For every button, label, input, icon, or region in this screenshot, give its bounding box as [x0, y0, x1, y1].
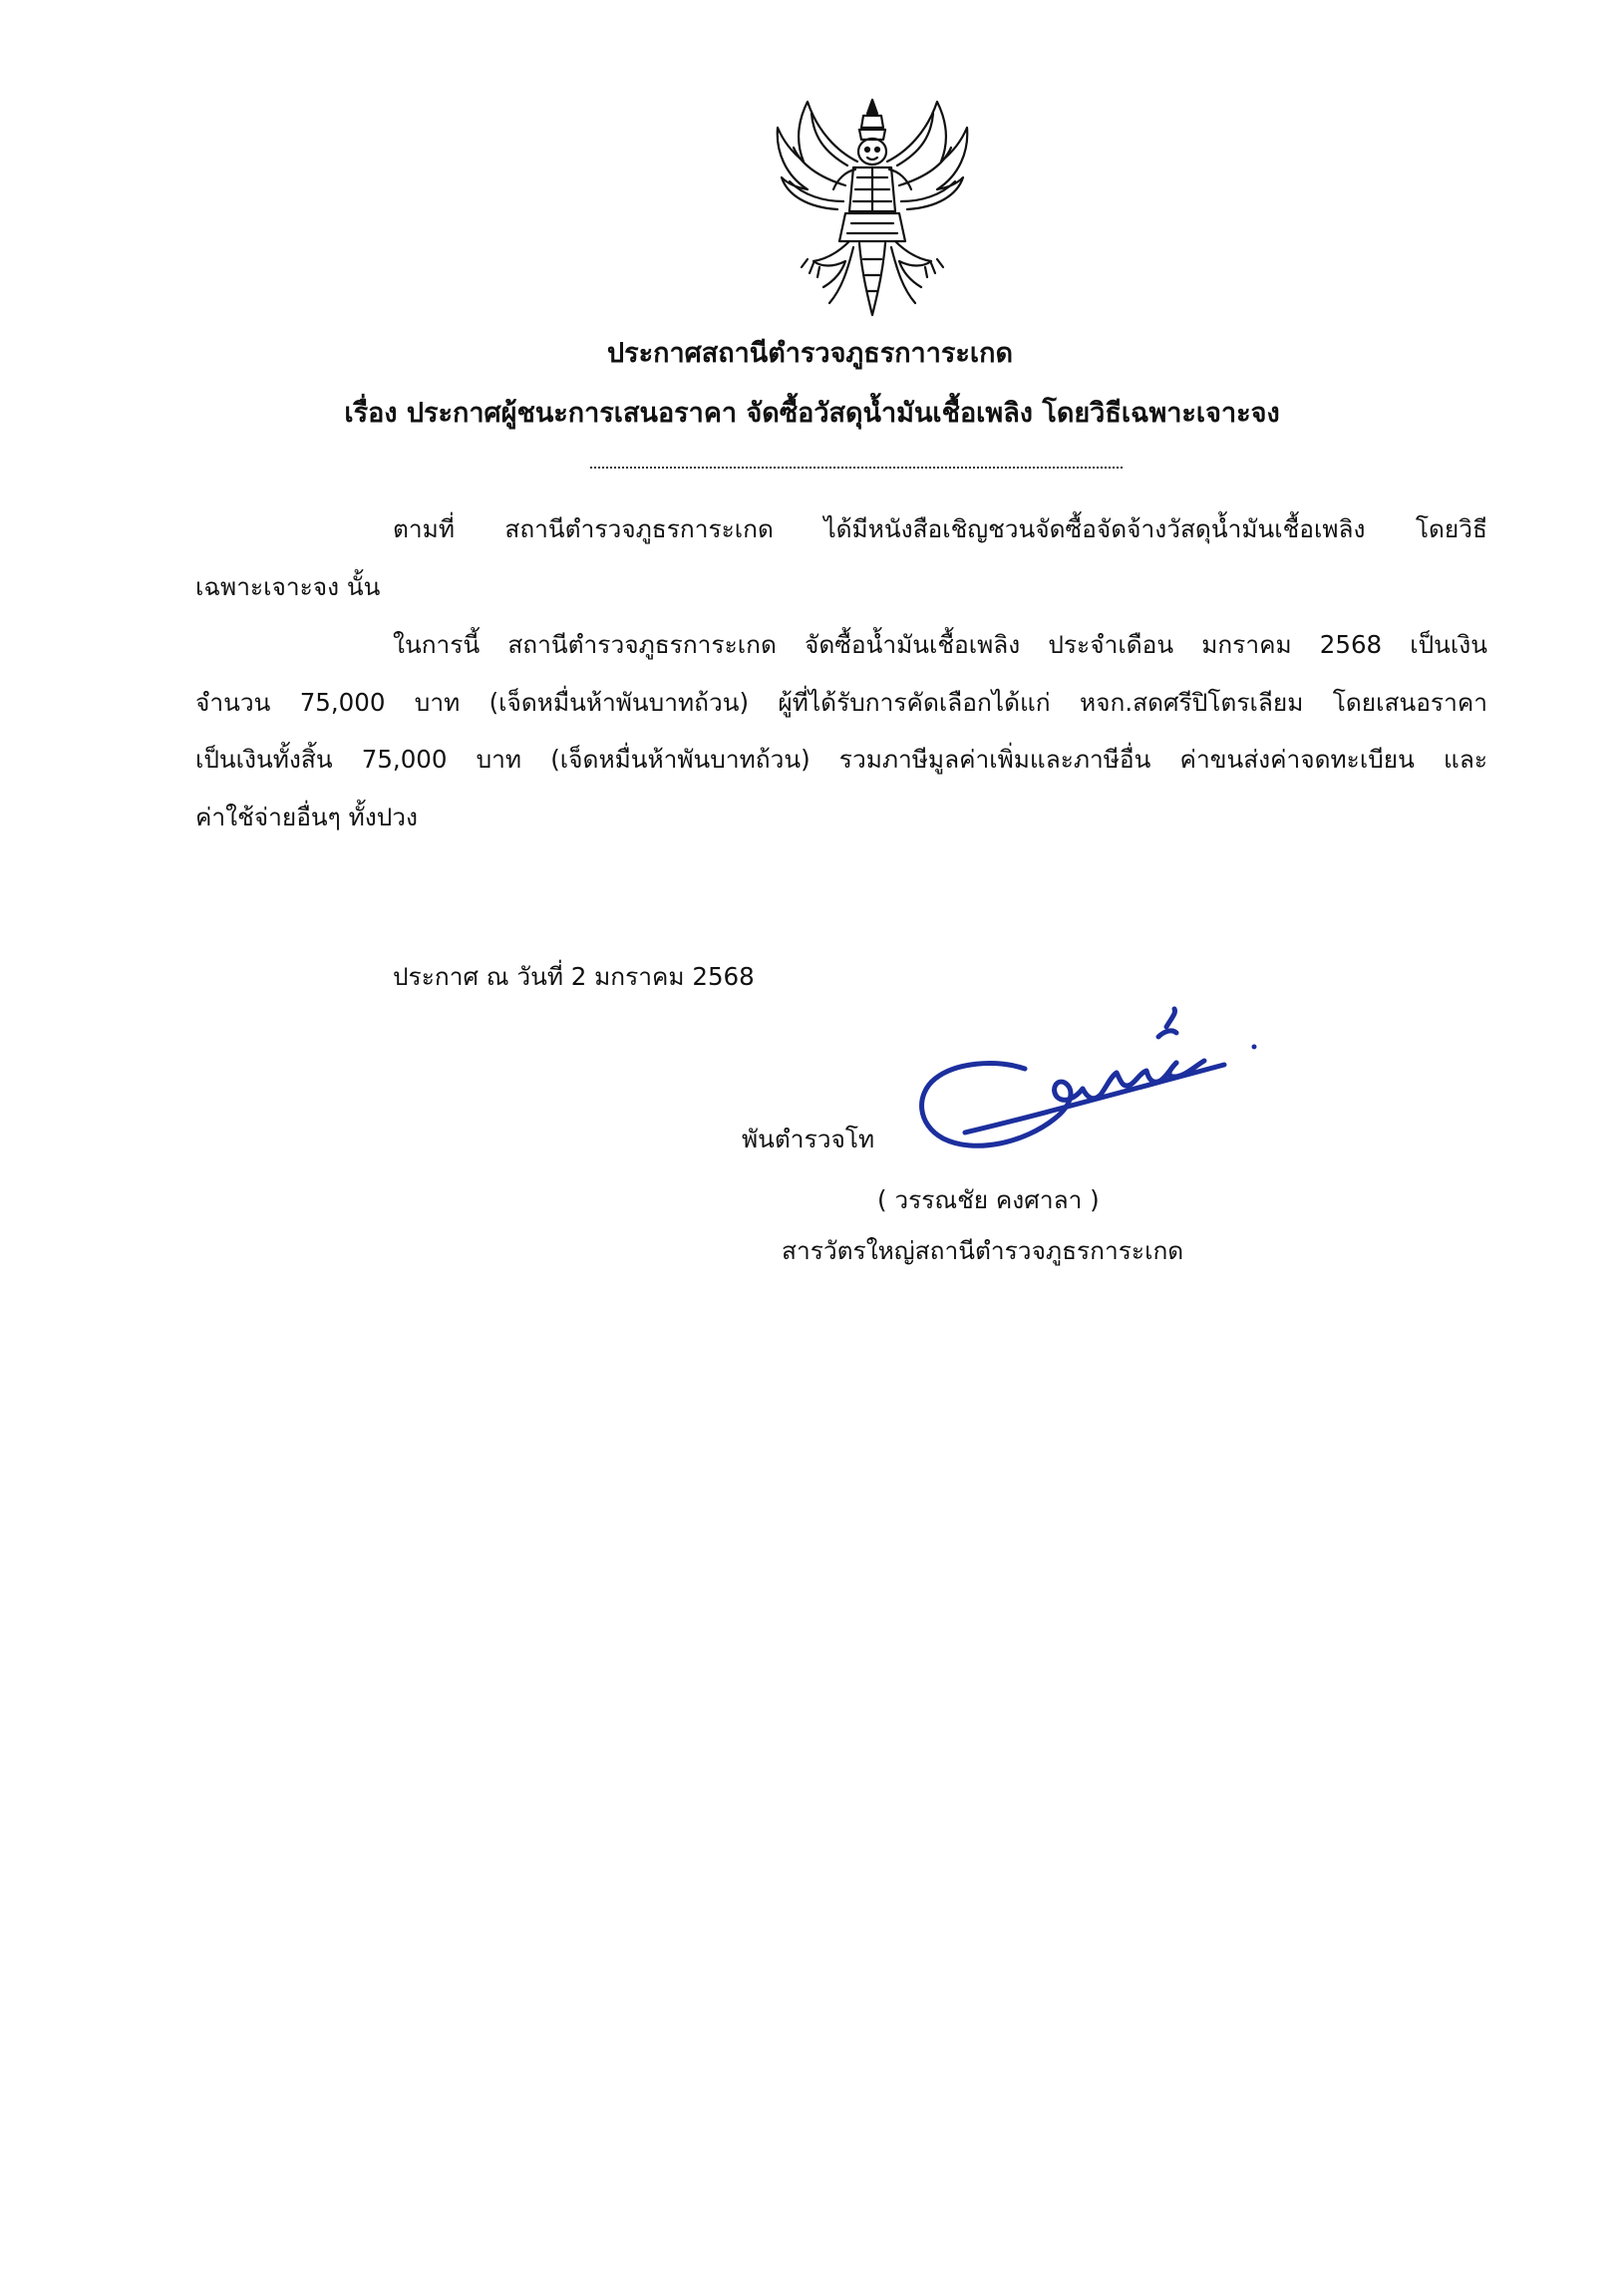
signer-position: สารวัตรใหญ่สถานีตำรวจภูธรการะเกด [782, 1236, 1184, 1265]
announcement-title: ประกาศสถานีตำรวจภูธรกาาระเกด [607, 338, 1013, 369]
paragraph-2-line-3: เป็นเงินทั้งสิ้น 75,000 บาท (เจ็ดหมื่นห้าพันบาทถ้วน) รวมภาษีมูลค่าเพิ่มและภาษีอื่น ค่าขนส่งค่าจดทะเบียน และ [195, 745, 1487, 774]
signer-name: ( วรรณชัย คงศาลา ) [877, 1185, 1100, 1214]
paragraph-1-line-2: เฉพาะเจาะจง นั้น [195, 571, 381, 601]
paragraph-1-line-1: ตามที่ สถานีตำรวจภูธรการะเกด ได้มีหนังสือเชิญชวนจัดซื้อจัดจ้างวัสดุน้ำมันเชื้อเพลิง โดยวิธี [393, 514, 1487, 543]
announcement-subject: เรื่อง ประกาศผู้ชนะการเสนอราคา จัดซื้อวัสดุน้ำมันเชื้อเพลิง โดยวิธีเฉพาะเจาะจง [344, 398, 1280, 429]
paragraph-2 [195, 616, 1491, 845]
dotted-divider [590, 467, 1123, 469]
announcement-date: ประกาศ ณ วันที่ 2 มกราคม 2568 [393, 962, 755, 991]
garuda-emblem-icon [768, 92, 977, 323]
paragraph-2-line-1: ในการนี้ สถานีตำรวจภูธรการะเกด จัดซื้อน้ำมันเชื้อเพลิง ประจำเดือน มกราคม 2568 เป็นเงิน [393, 630, 1487, 659]
signer-rank: พันตำรวจโท [742, 1125, 875, 1153]
paragraph-1 [195, 500, 1491, 615]
handwritten-signature [905, 993, 1264, 1162]
paragraph-2-line-2: จำนวน 75,000 บาท (เจ็ดหมื่นห้าพันบาทถ้วน) ผู้ที่ได้รับการคัดเลือกได้แก่ หจก.สดศรีปิโตรเลียม โดยเสนอราคา [195, 687, 1487, 717]
paragraph-2-line-4: ค่าใช้จ่ายอื่นๆ ทั้งปวง [195, 802, 419, 831]
